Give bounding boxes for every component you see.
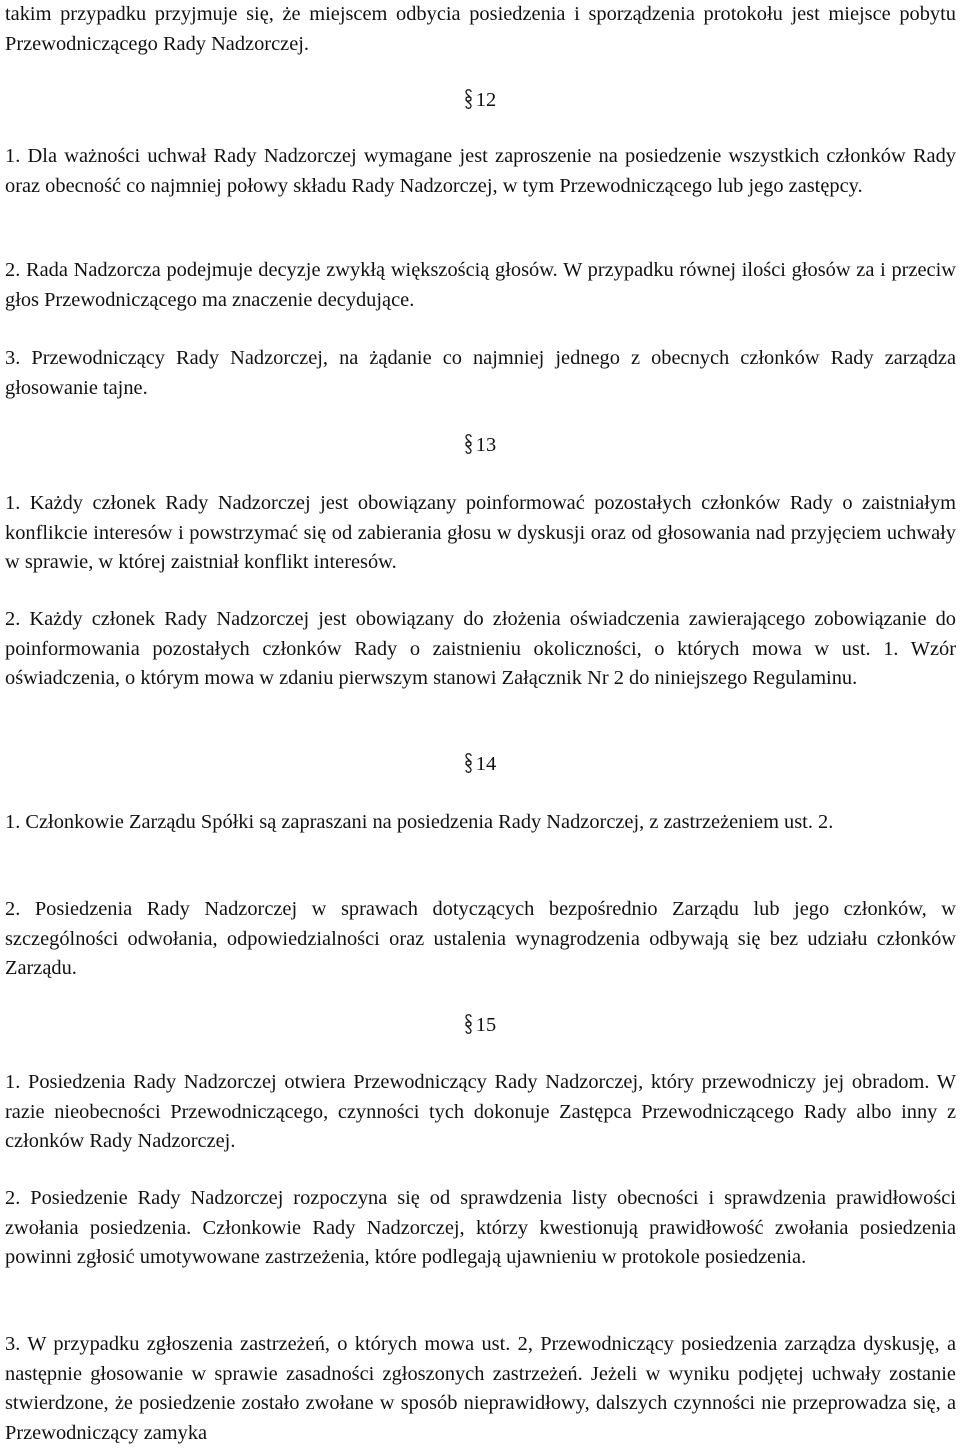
intro-paragraph: takim przypadku przyjmuje się, że miejscem odbycia posiedzenia i sporządzenia protokołu jest miejsce pobytu Przewodniczącego Rady Nadzorczej.: [5, 3, 956, 55]
section-sign-icon: [464, 752, 473, 774]
paragraph-13-1: 1. Każdy członek Rady Nadzorczej jest obowiązany poinformować pozostałych członków Rady o zaistniałym konflikcie interesów i powstrzymać się od zabierania głosu w dyskusji oraz od głosowania nad przyjęciem uchwały w sprawie, w której zaistniał konflikt interesów.: [5, 492, 956, 573]
paragraph-15-1: 1. Posiedzenia Rady Nadzorczej otwiera Przewodniczący Rady Nadzorczej, który przewodniczy jej obradom. W razie nieobecności Przewodniczącego, czynności tych dokonuje Zastępca Przewodniczącego Rady albo inny z członków Rady Nadzorczej.: [5, 1071, 956, 1152]
section-number: 13: [475, 434, 497, 456]
paragraph-15-2: 2. Posiedzenie Rady Nadzorczej rozpoczyna się od sprawdzenia listy obecności i sprawdzenia prawidłowości zwołania posiedzenia. Członkowie Rady Nadzorczej, którzy kwestionują prawidłowość zwołania posiedzenia powinni zgłosić umotywowane zastrzeżenia, które podlegają ujawnieniu w protokole posiedzenia.: [5, 1187, 956, 1268]
section-sign-icon: [464, 1013, 473, 1035]
section-sign-icon: [464, 433, 473, 455]
section-heading-15: [0, 1011, 960, 1041]
paragraph-12-3: 3. Przewodniczący Rady Nadzorczej, na żądanie co najmniej jednego z obecnych członków Rady zarządza głosowanie tajne.: [5, 347, 956, 399]
section-heading-14: [0, 750, 960, 780]
section-number: 15: [475, 1014, 497, 1036]
section-heading-13: [0, 431, 960, 461]
section-sign-icon: [464, 88, 473, 110]
paragraph-13-2: 2. Każdy członek Rady Nadzorczej jest obowiązany do złożenia oświadczenia zawierającego zobowiązanie do poinformowania pozostałych członków Rady o zaistnieniu okoliczności, o których mowa w ust. 1. Wzór oświadczenia, o którym mowa w zdaniu pierwszym stanowi Załącznik Nr 2 do niniejszego Regulaminu.: [5, 608, 956, 689]
section-number: 14: [475, 753, 497, 775]
section-heading-12: [0, 86, 960, 116]
section-number: 12: [475, 89, 497, 111]
paragraph-14-2: 2. Posiedzenia Rady Nadzorczej w sprawach dotyczących bezpośrednio Zarządu lub jego członków, w szczególności odwołania, odpowiedzialności oraz ustalenia wynagrodzenia odbywają się bez udziału członków Zarządu.: [5, 898, 956, 979]
paragraph-12-1: 1. Dla ważności uchwał Rady Nadzorczej wymagane jest zaproszenie na posiedzenie wszystkich członków Rady oraz obecność co najmniej połowy składu Rady Nadzorczej, w tym Przewodniczącego lub jego zastępcy.: [5, 145, 956, 197]
paragraph-12-2: 2. Rada Nadzorcza podejmuje decyzje zwykłą większością głosów. W przypadku równej ilości głosów za i przeciw głos Przewodniczącego ma znaczenie decydujące.: [5, 259, 956, 311]
paragraph-14-1: 1. Członkowie Zarządu Spółki są zapraszani na posiedzenia Rady Nadzorczej, z zastrzeżeniem ust. 2.: [5, 811, 834, 833]
paragraph-15-3: 3. W przypadku zgłoszenia zastrzeżeń, o których mowa ust. 2, Przewodniczący posiedzenia zarządza dyskusję, a następnie głosowanie w sprawie zasadności zgłoszonych zastrzeżeń. Jeżeli w wyniku podjętej uchwały zostanie stwierdzone, że posiedzenie zostało zwołane w sposób nieprawidłowy, dalszych czynności nie przeprowadza się, a Przewodniczący zamyka: [5, 1333, 956, 1444]
